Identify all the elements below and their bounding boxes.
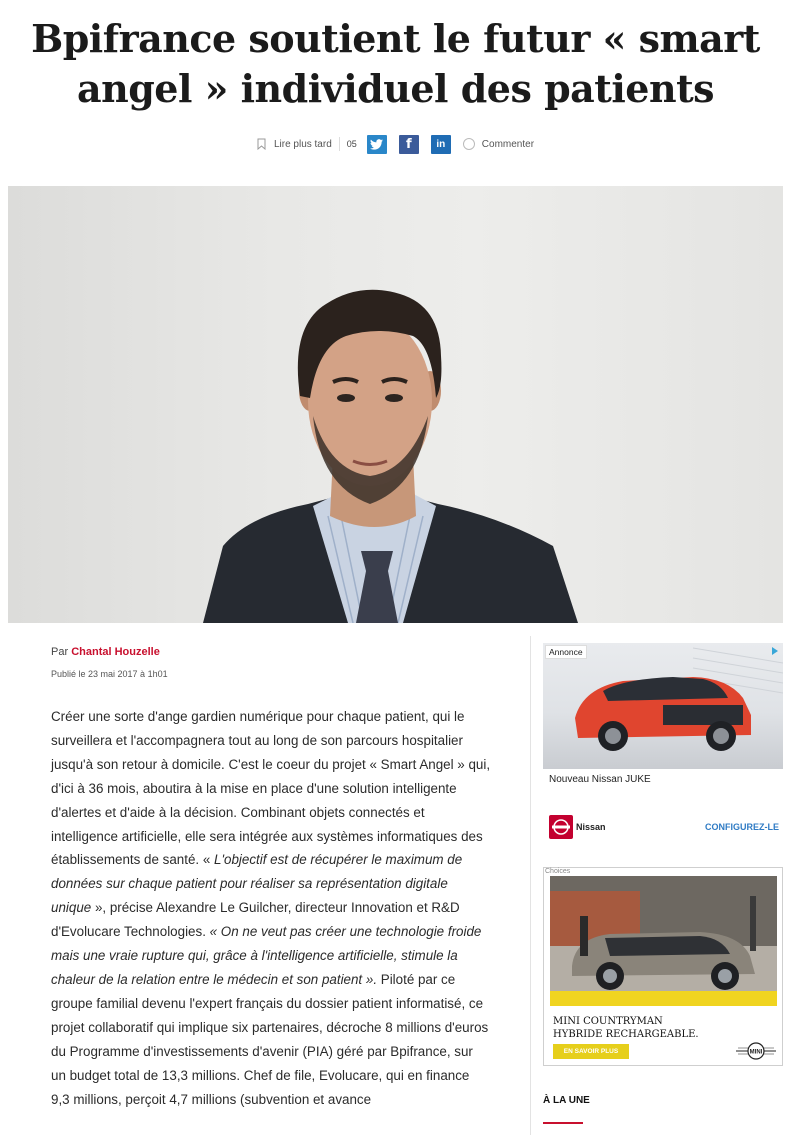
article-text: », précise Alexandre Le Guilcher, directeur Innovation et R&D d'Evolucare Technologies. — [51, 900, 460, 940]
comment-link[interactable] — [463, 138, 534, 150]
read-later-label: Lire plus tard — [273, 138, 332, 150]
publish-date: Publié le 23 mai 2017 à 1h01 — [51, 669, 168, 679]
article-body — [51, 705, 491, 1111]
facebook-share-button[interactable] — [399, 135, 419, 154]
rail-divider — [530, 636, 531, 1135]
bookmark-icon — [257, 138, 266, 150]
section-underline — [543, 1122, 583, 1124]
twitter-share-button[interactable] — [367, 135, 387, 154]
mini-ad[interactable] — [543, 867, 783, 1066]
nissan-ad-image[interactable] — [543, 643, 783, 769]
ad-label: Annonce — [545, 645, 587, 659]
mini-car-illustration — [550, 876, 777, 1006]
configure-button[interactable]: CONFIGUREZ-LE — [705, 822, 779, 832]
mini-ad-line2: HYBRIDE RECHARGEABLE. — [553, 1029, 699, 1040]
learn-more-button[interactable]: EN SAVOIR PLUS — [553, 1044, 629, 1059]
facebook-icon: f — [405, 136, 412, 152]
ad-choices-label[interactable]: Choices — [545, 868, 571, 875]
mini-logo-text: MINI — [749, 1049, 763, 1056]
mini-ad-image[interactable] — [550, 876, 777, 1006]
share-separator — [339, 137, 340, 151]
twitter-icon — [370, 139, 383, 150]
linkedin-share-button[interactable] — [431, 135, 451, 154]
nissan-brand-name: Nissan — [576, 822, 606, 832]
article-text: Créer une sorte d'ange gardien numérique pour chaque patient, qui le surveillera et l'accompagnera tout au long de son parcours hospitalier jusqu'à son retour à domicile. C'est le coeur du projet « Smart Angel » qui, d'ici à 36 mois, aboutira à la mise en place d'une solution intelligente d'alertes et d'aide à la décision. Combinant objets connectés et intelligence artificielle, elle sera intégrée aux systèmes informatiques des établissements de santé. « — [51, 709, 491, 868]
mini-ad-text — [553, 1015, 699, 1041]
article-quote: L'objectif est de récupérer le maximum de données sur chaque patient pour réaliser sa représentation digitale unique — [51, 852, 463, 916]
nissan-ad-title[interactable]: Nouveau Nissan JUKE — [549, 774, 651, 785]
comment-icon — [463, 138, 475, 150]
article-quote: « On ne veut pas créer une technologie froide mais une vraie rupture qui, grâce à l'intelligence artificielle, stimule la chaleur de la relation entre le médecin et son patient ». — [51, 924, 482, 987]
nissan-car-illustration — [543, 643, 783, 769]
article-text: Piloté par ce groupe familial devenu l'expert français du dossier patient informatisé, ce projet collaboratif qui implique six partenaires, décroche 8 millions d'euros du Programme d'investissements d'avenir (PIA) géré par Bpifrance, sur un budget total de 13,3 millions. Chef de file, Evolucare, qui en finance 9,3 millions, perçoit 4,7 millions (subvention et avance — [51, 971, 489, 1107]
byline — [51, 646, 160, 658]
mini-logo-icon — [736, 1040, 776, 1062]
article-headline: Bpifrance soutient le futur « smart angel » individuel des patients — [31, 16, 760, 111]
share-bar — [0, 133, 791, 155]
read-later-link[interactable] — [257, 138, 332, 150]
adchoices-icon[interactable] — [770, 646, 780, 656]
mini-ad-line1: MINI COUNTRYMAN — [553, 1016, 663, 1027]
share-count: 05 — [346, 139, 357, 149]
portrait-illustration — [8, 186, 783, 623]
nissan-ad[interactable] — [543, 643, 783, 842]
byline-prefix: Par — [51, 646, 72, 658]
hero-photo — [8, 186, 783, 623]
a-la-une-heading: À LA UNE — [543, 1095, 590, 1106]
author-link[interactable]: Chantal Houzelle — [71, 646, 160, 658]
linkedin-icon: in — [436, 138, 446, 150]
nissan-logo-icon — [549, 815, 573, 839]
comment-label: Commenter — [481, 138, 535, 150]
